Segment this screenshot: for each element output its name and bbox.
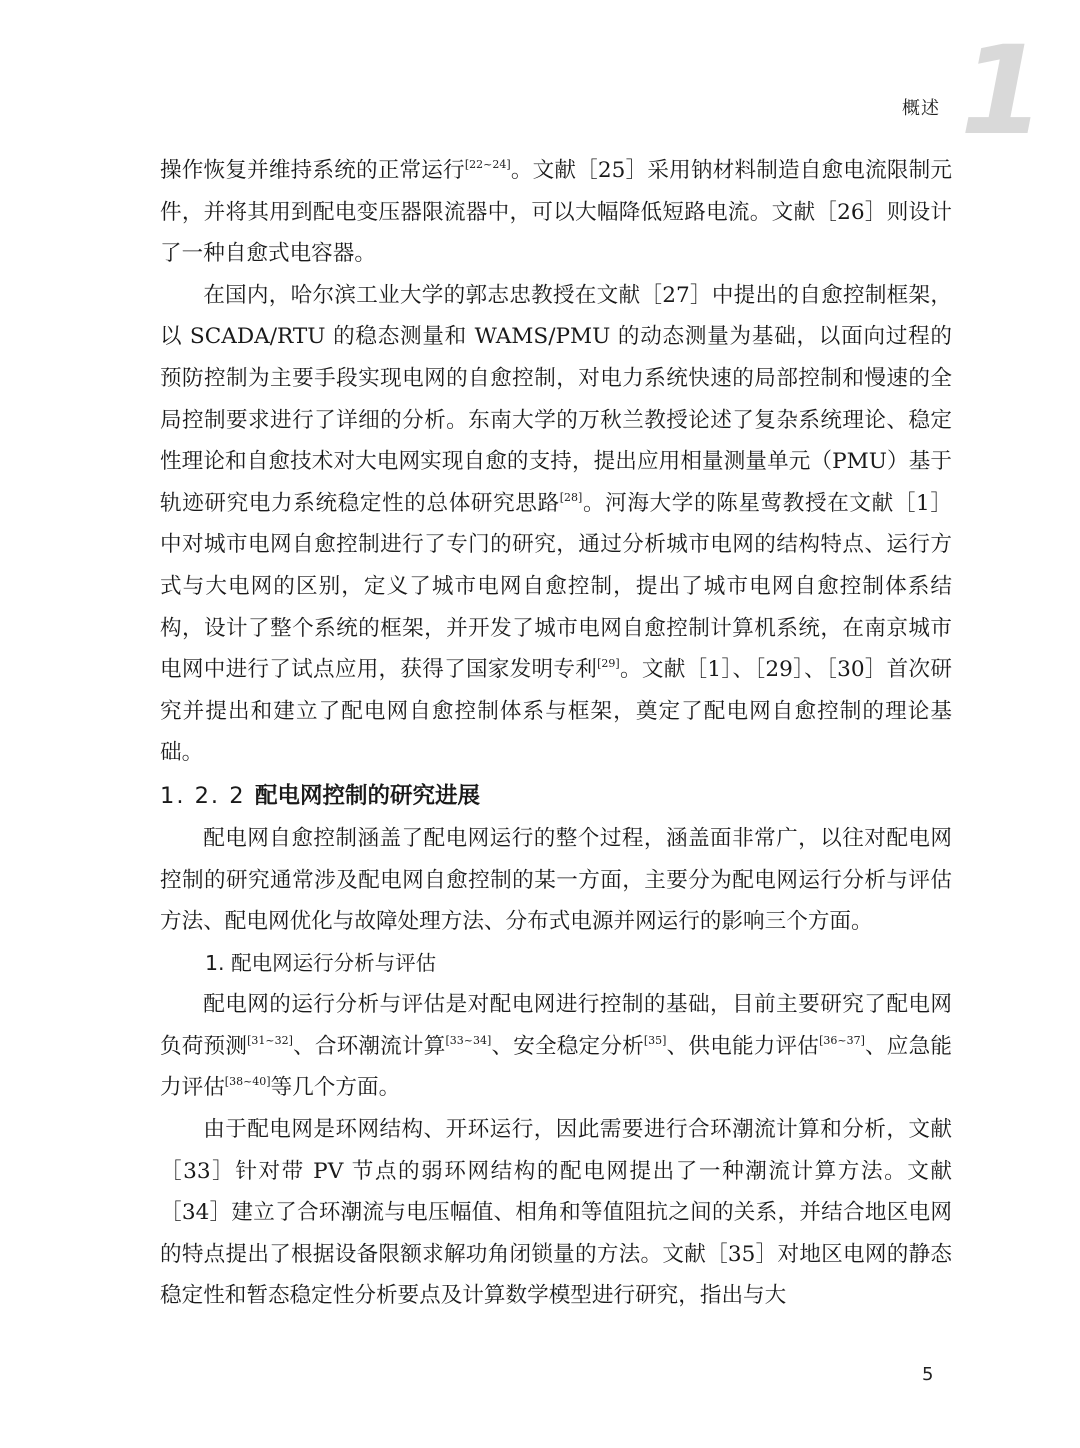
section-heading bbox=[160, 774, 952, 818]
citation: [36~37] bbox=[819, 1033, 865, 1047]
citation: [29] bbox=[597, 657, 620, 671]
page-body bbox=[160, 150, 952, 1317]
chapter-label: 概述 bbox=[902, 98, 940, 119]
citation: [22~24] bbox=[464, 158, 511, 171]
text-run: 等几个方面。 bbox=[270, 1075, 401, 1101]
page-number: 5 bbox=[922, 1364, 934, 1385]
paragraph-3: 配电网自愈控制涵盖了配电网运行的整个过程，涵盖面非常广，以往对配电网控制的研究通常涉及配电网自愈控制的某一方面，主要分为配电网运行分析与评估方法、配电网优化与故障处理方法、分布式电源并网运行的影响三个方面。 bbox=[160, 825, 952, 935]
section-title: 配电网控制的研究进展 bbox=[255, 782, 481, 809]
text-run: 在国内，哈尔滨工业大学的郭志忠教授在文献［27］中提出的自愈控制框架，以 SCADA/RTU 的稳态测量和 WAMS/PMU 的动态测量为基础，以面向过程的预防控制为主要手段实现电网的自愈控制，对电力系统快速的局部控制和慢速的全局控制要求进行了详细的分析。东南大学的万秋兰教授论述了复杂系统理论、稳定性理论和自愈技术对大电网实现自愈的支持，提出应用相量测量单元（PMU）基于轨迹研究电力系统稳定性的总体研究思路 bbox=[160, 282, 952, 516]
text-run: 、供电能力评估 bbox=[666, 1033, 820, 1059]
citation: [38~40] bbox=[224, 1075, 271, 1089]
subsection-heading: 1. 配电网运行分析与评估 bbox=[205, 950, 437, 975]
citation: [35] bbox=[643, 1033, 667, 1047]
text-run: 配电网的运行分析与评估是对配电网进行控制的基础，目前主要研究了配电网负荷预测 bbox=[160, 992, 952, 1059]
text-run: 、安全稳定分析 bbox=[491, 1033, 644, 1059]
paragraph-1 bbox=[160, 150, 952, 275]
paragraph-4 bbox=[160, 984, 952, 1109]
paragraph-5: 由于配电网是环网结构、开环运行，因此需要进行合环潮流计算和分析，文献［33］针对带 PV 节点的弱环网结构的配电网提出了一种潮流计算方法。文献［34］建立了合环潮流与电压幅值、相角和等值阻抗之间的关系，并结合地区电网的特点提出了根据设备限额求解功角闭锁量的方法。文献［35］对地区电网的静态稳定性和暂态稳定性分析要点及计算数学模型进行研究，指出与大 bbox=[160, 1117, 952, 1309]
citation: [33~34] bbox=[445, 1033, 492, 1047]
paragraph-2 bbox=[160, 275, 952, 774]
text-run: 、合环潮流计算 bbox=[292, 1033, 446, 1059]
citation: [28] bbox=[559, 490, 583, 504]
citation: [31~32] bbox=[247, 1033, 293, 1047]
text-run: 、应急能力评估 bbox=[160, 1033, 952, 1101]
section-number: 1. 2. 2 bbox=[160, 782, 246, 809]
text-run: 。河海大学的陈星莺教授在文献［1］中对城市电网自愈控制进行了专门的研究，通过分析城市电网的结构特点、运行方式与大电网的区别，定义了城市电网自愈控制，提出了城市电网自愈控制体系结构，设计了整个系统的框架，并开发了城市电网自愈控制计算机系统，在南京城市电网中进行了试点应用，获得了国家发明专利 bbox=[160, 490, 952, 683]
chapter-number: 1 bbox=[960, 20, 1045, 162]
text-run: 。文献［25］采用钠材料制造自愈电流限制元件，并将其用到配电变压器限流器中，可以大幅降低短路电流。文献［26］则设计了一种自愈式电容器。 bbox=[160, 158, 952, 267]
text-run: 操作恢复并维持系统的正常运行 bbox=[160, 158, 465, 183]
text-run: 。文献［1］、［29］、［30］首次研究并提出和建立了配电网自愈控制体系与框架，奠定了配电网自愈控制的理论基础。 bbox=[160, 657, 952, 766]
